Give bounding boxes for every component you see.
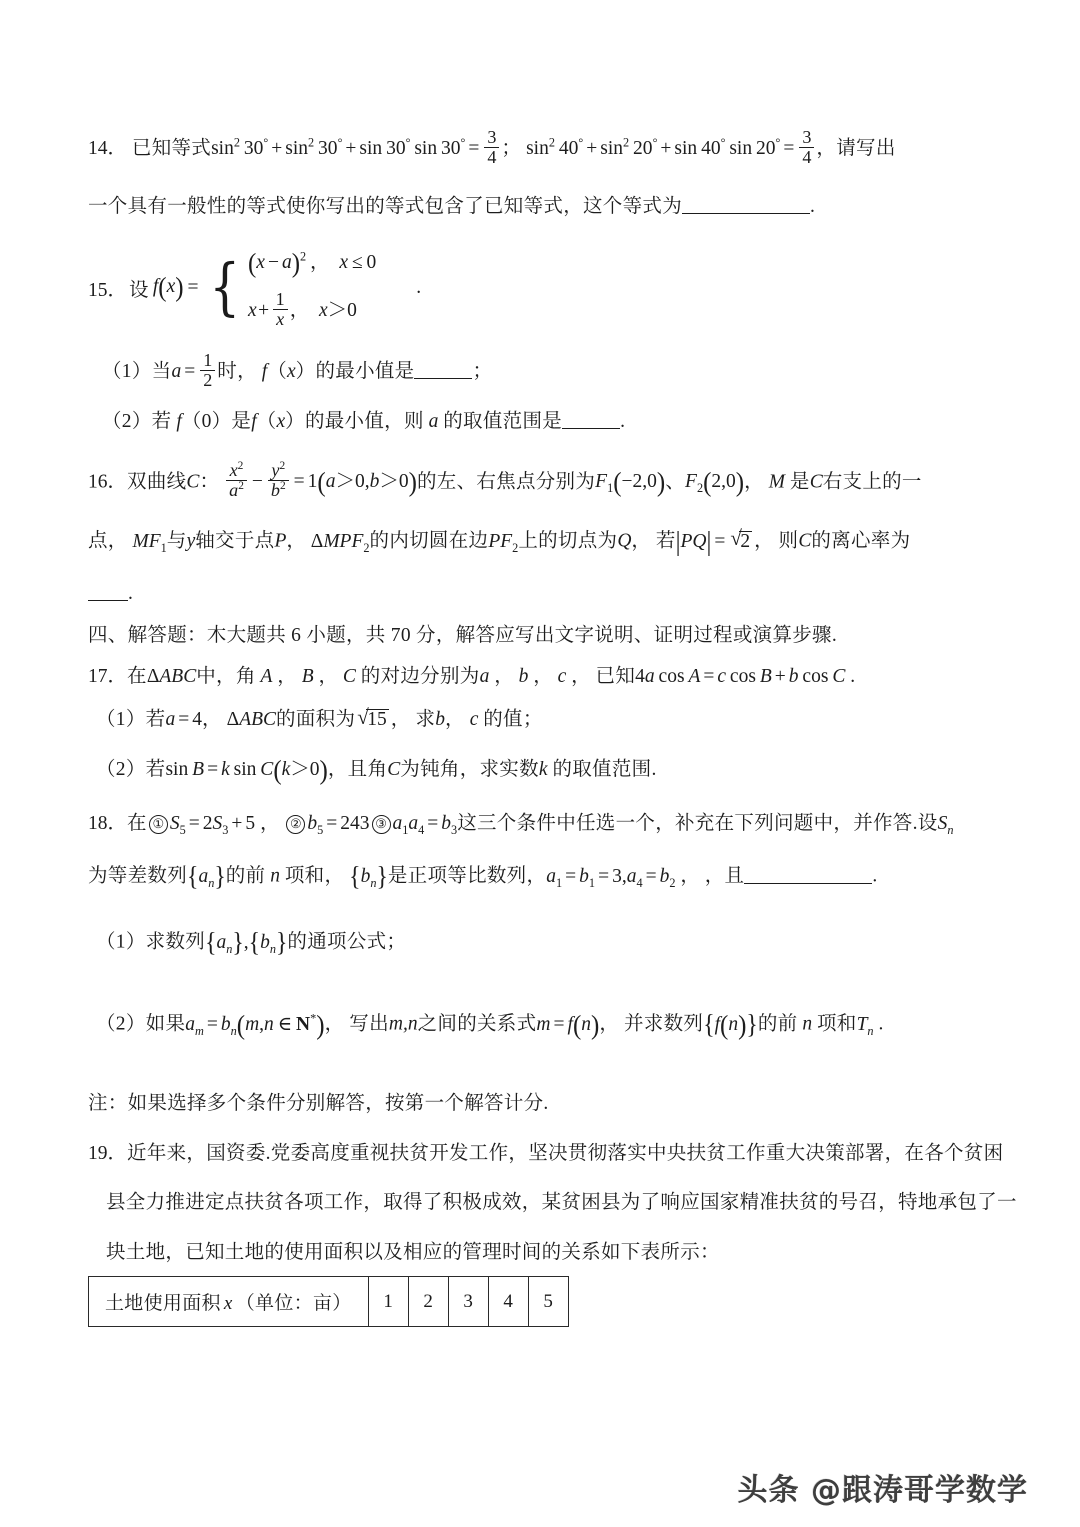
q16-point-P: P <box>274 530 287 552</box>
q17-lead: 在 <box>127 666 147 688</box>
q17-equation: 4a cos A = c cos B + b cos C <box>635 666 846 688</box>
question-16-line-2: 点， $MF_1$与y轴交于点P， $\Delta MPF_2$的内切圆在边$PF_2$上的切点为Q， 若|PQ| = √ 2 ， 则C的离心率为 <box>88 530 996 554</box>
q18-seq-an: $\{a_n\}$ <box>187 862 226 893</box>
table-cell-value-5: 5 <box>528 1277 568 1327</box>
q18-sub2-mid3: 并求数列 <box>624 1013 704 1035</box>
question-16-number: 16． <box>88 471 128 493</box>
q15-brace: { <box>208 250 240 324</box>
q17-sub1-mid: 的面积为 <box>276 708 356 730</box>
q15-sub2-label: （2） <box>102 410 152 432</box>
q17-angle-C: C <box>342 666 356 688</box>
q15-sub1-fraction: $\frac{1}{2}$ <box>200 351 215 390</box>
q17-sub2-tail: 的取值范围. <box>552 759 657 781</box>
q16-mid9: 的离心率为 <box>811 530 911 552</box>
q17-side-a: a <box>479 666 490 688</box>
table-header-cell: 土地使用面积 x （单位：亩） <box>89 1277 369 1327</box>
q17-sub2-ruo: 若 <box>145 759 166 781</box>
q15-period: . <box>416 276 422 298</box>
q18-sub2-tail: 项和 <box>816 1013 857 1035</box>
question-15-sub-2 <box>88 412 996 432</box>
watermark: 头条 @跟涛哥学数学 <box>737 1473 1028 1508</box>
question-15-definition <box>88 246 996 329</box>
q18-initial-conditions: $a_1 = b_1 = 3,a_4 = b_2$ <box>546 866 676 890</box>
q19-line1-text: 近年来，国资委.党委高度重视扶贫开发工作，坚决贯彻落实中央扶贫工作重大决策部署，在各个贫困 <box>127 1142 1004 1164</box>
q16-hyperbola-equation: $\frac{x^2}{a^2}$ − $\frac{y^2}{b^2}$ = 1(a＞0,b＞0) <box>224 471 417 492</box>
q15-sub1-tail: 的最小值是 <box>315 361 415 383</box>
question-19-line-1 <box>88 1142 1004 1164</box>
question-14-line-1 <box>88 128 996 167</box>
q16-mid1: 是 <box>789 471 810 493</box>
q17-sub1-qiu: 求 <box>415 708 436 730</box>
q15-sub2-blank[interactable] <box>562 428 620 429</box>
question-18-sub-1 <box>88 928 996 958</box>
q17-sub1-label: （1） <box>96 708 146 730</box>
q16-dun: 、 <box>665 471 686 493</box>
q17-side-c: c <box>557 666 567 688</box>
q18-sub2-mn: m,n <box>388 1013 418 1035</box>
q18-Sn: $S_n$ <box>937 813 954 838</box>
question-15-number: 15． <box>88 279 128 301</box>
q18-condition-2-marker: ② <box>286 815 305 834</box>
q16-mid4: 轴交于点 <box>195 530 275 552</box>
q14-expr-2: $\sin^2 40^\circ + \sin^2 20^\circ + \sin 40^\circ$ sin 20° = $\frac{3}{4}$ <box>526 138 816 159</box>
q16-C-ref: C <box>809 471 823 493</box>
q17-sub2-C: C <box>387 759 401 781</box>
q18-sub2-condition: $a_m = b_n(m,n$ ∈ N*) <box>185 1009 325 1041</box>
q17-period: . <box>850 666 856 688</box>
q16-comma-1: ， <box>744 471 764 493</box>
q16-lead: 双曲线 <box>127 471 187 493</box>
q15-sub1-eq: = <box>184 361 196 383</box>
q17-angle-B: B <box>301 666 314 688</box>
land-area-table <box>88 1276 569 1327</box>
question-18-line-1: 18．在 ① $S_5 = 2S_3 + 5$ ， ② $b_5 = 243$ ③ $a_1a_4 = b_3$这三个条件中任选一个，补充在下列问题中，并作答.设$S_n$ <box>88 813 954 838</box>
q16-segment-PF2: $PF_2$ <box>488 530 519 555</box>
q15-sub2-mid2: 的最小值，则 <box>304 410 424 432</box>
q18-condition-1: $S_5 = 2S_3 + 5$ <box>169 813 256 838</box>
q16-point-M: M <box>768 471 786 493</box>
q15-equals: = <box>187 276 199 298</box>
q18-sub2-relation: m = f(n) <box>536 1009 600 1041</box>
q18-sub2-Tn: $T_n$ <box>856 1013 874 1038</box>
q15-function-name: f(x) <box>152 271 184 303</box>
q18-condition-1-marker: ① <box>149 815 168 834</box>
q16-colon: ： <box>199 471 220 493</box>
question-17-line-1: 17．在ΔABC中，角 A ， B ， C 的对边分别为a ， b ， c ， 已知4a cos A = c cos B + b cos C . <box>88 666 856 688</box>
q14-semicolon: ； <box>501 138 522 160</box>
q17-sub1-a: a <box>165 708 176 730</box>
q17-mid1: 中，角 <box>196 666 256 688</box>
q16-mid8: 则 <box>778 530 799 552</box>
q16-period: . <box>128 583 133 605</box>
q15-sub1-fx: f <box>261 361 268 383</box>
question-17-sub-1: （1）若a = 4， ΔABC的面积为 √ 15 ， 求b， c 的值； <box>88 709 996 730</box>
question-18-number: 18． <box>88 813 128 835</box>
q17-side-b: b <box>518 666 529 688</box>
q18-line2-b: 的前 <box>225 866 266 888</box>
q15-sub1-end: ； <box>472 361 493 383</box>
q18-sub1-text: 求数列 <box>145 931 206 953</box>
q18-sub1-sequences: $\{a_n\},\{b_n\}$ <box>205 928 288 958</box>
q14-answer-blank[interactable] <box>682 213 810 214</box>
q16-mid3: 与 <box>166 530 187 552</box>
q15-sub1-label: （1） <box>102 361 152 383</box>
q18-sub2-n: n <box>802 1013 813 1035</box>
q15-lead: 设 <box>129 279 149 301</box>
q17-sub1-sqrt: √ 15 <box>357 709 389 730</box>
table-cell-value-1: 1 <box>368 1277 408 1327</box>
question-16-line-1 <box>88 461 996 500</box>
q18-sub1-tail: 的通项公式； <box>287 931 407 953</box>
table-cell-value-2: 2 <box>408 1277 448 1327</box>
q15-case-1: $(x - a)^2$ ， x ≤ 0 <box>247 248 377 279</box>
q15-sub2-tail: 的取值范围是 <box>443 410 563 432</box>
q14-expr-1: $\sin^2 30^\circ + \sin^2 30^\circ + \sin 30^\circ$ sin 30° = $\frac{3}{4}$ <box>211 138 501 159</box>
q15-sub2-mid: 是 <box>231 410 252 432</box>
q17-sub1-ruo: 若 <box>145 708 166 730</box>
q16-focus-2: $F_2(2,0)$ <box>685 467 745 498</box>
q17-sub1-tail: 的值； <box>483 708 543 730</box>
q18-sub2-fn-sequence: {f(n)} <box>703 1009 758 1041</box>
q17-sub1-c: c <box>469 708 479 730</box>
q16-after-cond: 的左、右焦点分别为 <box>416 471 596 493</box>
q15-cases <box>248 246 376 329</box>
q17-sub2-label: （2） <box>96 759 146 781</box>
question-14-number: 14． <box>88 138 128 160</box>
question-19-line-2: 县全力推进定点扶贫各项工作，取得了积极成效，某贫困县为了响应国家精准扶贫的号召，特地承包了一 <box>106 1192 1017 1214</box>
q17-sub2-mid: 且角 <box>347 759 388 781</box>
q16-y-axis: y <box>186 530 196 552</box>
q15-fraction: $\frac{1}{x}$ <box>273 290 288 329</box>
q18-line2-d: 是正项等比数列， <box>387 866 547 888</box>
q14-comma: ， <box>816 138 837 160</box>
q17-sub2-k: k <box>538 759 548 781</box>
question-17-sub-2: （2）若sin B = k sin C(k＞0)，且角C为钝角，求实数k 的取值范围. <box>96 755 657 786</box>
q15-case-2: x+ $\frac{1}{x}$ ， x＞0 <box>247 289 357 330</box>
q18-condition-3-marker: ③ <box>372 815 391 834</box>
section-4-header: 四、解答题：木大题共 6 小题，共 70 分，解答应写出文字说明、证明过程或演算步骤. <box>88 624 838 646</box>
q15-sub1-a: 当 <box>151 361 172 383</box>
question-14-lead: 已知等式 <box>131 138 212 160</box>
q18-sub2-text: 如果 <box>145 1013 186 1035</box>
q17-triangle-ABC: ΔABC <box>146 666 197 688</box>
q14-line2-text: 一个具有一般性的等式使你写出的等式包含了已知等式，这个等式为 <box>88 195 683 217</box>
q17-mid2: 的对边分别为 <box>360 666 480 688</box>
q18-lead: 在 <box>127 813 147 835</box>
q18-mid1: 这三个条件中任选一个，补充在下列问题中，并作答.设 <box>457 813 938 835</box>
table-row <box>89 1277 569 1327</box>
q18-line2-a: 为等差数列 <box>88 866 188 888</box>
q17-sub1-b: b <box>435 708 445 730</box>
q15-sub1-var: a <box>171 361 182 383</box>
q18-condition-3: $a_1a_4 = b_3$ <box>392 813 458 838</box>
q16-line2-a: 点， <box>88 530 128 552</box>
q16-curve-name: C <box>186 471 200 493</box>
q15-sub2-end: . <box>620 410 626 432</box>
q18-n: n <box>270 866 280 888</box>
q18-seq-bn: $\{b_n\}$ <box>349 862 388 893</box>
q18-sub2-label: （2） <box>96 1013 146 1035</box>
q14-fraction-2: $\frac{3}{4}$ <box>799 128 814 167</box>
q16-mid7: 若 <box>655 530 676 552</box>
q17-sub2-equation: sin B = k sin C(k＞0) <box>165 755 328 786</box>
question-15-sub-1: （1）当a = $\frac{1}{2}$ 时， f（x）的最小值是 ； <box>102 349 493 390</box>
question-19-number: 19． <box>88 1142 128 1164</box>
q16-abs-PQ: |PQ| = √ 2 <box>676 531 755 552</box>
q18-sub2-mid2: 之间的关系式 <box>417 1013 537 1035</box>
q16-segment-MF1: $MF_1$ <box>132 530 167 555</box>
q17-sub1-val: 4 <box>192 708 202 730</box>
q14-period: . <box>810 195 815 217</box>
q16-mid2: 右支上的一 <box>822 471 922 493</box>
page-content <box>88 127 1017 1327</box>
q18-sub2-mid4: 的前 <box>757 1013 798 1035</box>
q18-sub1-label: （1） <box>96 931 146 953</box>
q18-line2-end: . <box>872 866 878 888</box>
question-18-sub-2: （2）如果$a_m = b_n(m,n$ ∈ N*)， 写出m,n之间的关系式m = f(n)， 并求数列{f(n)}的前 n 项和$T_n$ . <box>96 1009 884 1041</box>
q16-C-ref-2: C <box>798 530 812 552</box>
q17-sub1-eq: = <box>178 708 190 730</box>
q15-sub2-f0: f（0） <box>176 410 232 432</box>
q16-answer-blank[interactable] <box>88 600 128 601</box>
q15-sub2-fx: f（x） <box>251 410 305 432</box>
q18-answer-blank[interactable] <box>744 883 872 884</box>
question-18-line-2: 为等差数列$\{a_n\}$的前 n 项和， $\{b_n\}$是正项等比数列，$a_1 = b_1 = 3,a_4 = b_2$ ， ，且 . <box>88 862 878 893</box>
q17-sub1-triangle: ΔABC <box>226 708 277 730</box>
question-16-line-3 <box>88 584 996 604</box>
q16-point-Q: Q <box>617 530 632 552</box>
q16-focus-1: $F_1(-2,0)$ <box>595 467 666 498</box>
q17-angle-A: A <box>260 666 273 688</box>
table-cell-value-4: 4 <box>488 1277 528 1327</box>
q15-sub1-shi: 时， <box>217 361 257 383</box>
q18-line2-e: ，且 <box>704 866 745 888</box>
q14-tail: 请写出 <box>836 138 896 160</box>
q15-sub1-blank[interactable] <box>414 378 472 379</box>
question-14-line-2 <box>88 197 996 217</box>
q18-line2-c: 项和， <box>284 866 345 888</box>
q18-condition-2: $b_5 = 243$ <box>307 813 370 838</box>
q17-mid3: 已知 <box>595 666 636 688</box>
q16-mid5: 的内切圆在边 <box>369 530 489 552</box>
q18-sub2-period: . <box>878 1013 884 1035</box>
table-cell-value-3: 3 <box>448 1277 488 1327</box>
q16-triangle-MPF2: $\Delta MPF_2$ <box>310 530 370 555</box>
question-17-number: 17． <box>88 666 128 688</box>
q18-sub2-mid: 写出 <box>349 1013 389 1035</box>
q15-sub2-var: a <box>428 410 439 432</box>
q16-mid6: 上的切点为 <box>518 530 618 552</box>
q15-sub2-a: 若 <box>151 410 172 432</box>
question-18-note: 注：如果选择多个条件分别解答，按第一个解答计分. <box>88 1093 549 1115</box>
q14-fraction-1: $\frac{3}{4}$ <box>484 128 499 167</box>
q17-sub2-mid2: 为钝角，求实数 <box>400 759 539 781</box>
question-19-line-3: 块土地，已知土地的使用面积以及相应的管理时间的关系如下表所示： <box>106 1241 720 1263</box>
